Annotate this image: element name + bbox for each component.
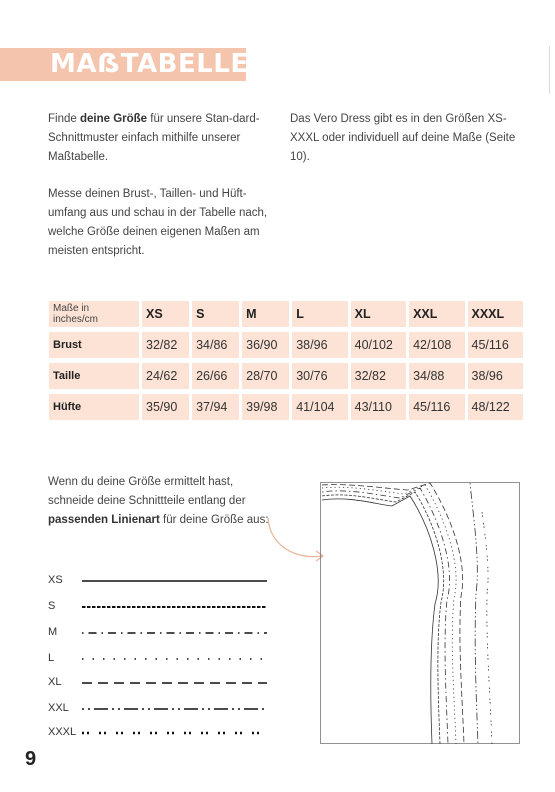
- table-cell: 35/90: [142, 394, 189, 420]
- legend-row-l: [48, 652, 278, 668]
- row-label: Brust: [49, 332, 139, 358]
- legend-row-xxl: [48, 702, 278, 718]
- cut-text: für deine Größe aus:: [159, 514, 269, 526]
- table-cell: 39/98: [242, 394, 289, 420]
- table-cell: 34/86: [192, 332, 239, 358]
- legend-label: L: [48, 652, 55, 664]
- table-cell: 34/88: [409, 363, 464, 389]
- table-cell: 24/62: [142, 363, 189, 389]
- size-table: [46, 296, 526, 425]
- table-cell: 28/70: [242, 363, 289, 389]
- table-row-huefte: [49, 394, 523, 420]
- pattern-piece-illustration: [320, 482, 520, 744]
- size-header: S: [192, 301, 239, 327]
- legend-label: XS: [48, 574, 63, 586]
- legend-row-xs: [48, 574, 278, 590]
- cut-text: Wenn du deine Größe ermittelt hast, schneide deine Schnittteile entlang der: [48, 476, 246, 507]
- size-header: XS: [142, 301, 189, 327]
- legend-label: S: [48, 600, 56, 612]
- legend-label: M: [48, 626, 58, 638]
- table-cell: 26/66: [192, 363, 239, 389]
- line-dot-pairs: [82, 726, 272, 740]
- intro-bold-text: deine Größe: [79, 113, 148, 125]
- table-corner-label: Maße in inches/cm: [49, 301, 139, 327]
- legend-label: XXXL: [48, 726, 77, 738]
- size-header: XXXL: [468, 301, 524, 327]
- table-cell: 32/82: [142, 332, 189, 358]
- table-cell: 30/76: [292, 363, 347, 389]
- legend-label: XL: [48, 676, 62, 688]
- table-row-taille: [49, 363, 523, 389]
- table-cell: 37/94: [192, 394, 239, 420]
- size-header: XXL: [409, 301, 464, 327]
- intro-paragraph-3: Das Vero Dress gibt es in den Größen XS-XXXL oder individuell auf deine Maße (Seite 10).: [290, 113, 516, 163]
- page-title: MAẞTABELLE: [50, 49, 249, 79]
- table-cell: 45/116: [468, 332, 524, 358]
- table-cell: 40/102: [351, 332, 406, 358]
- line-dash-dot-dot: [82, 702, 272, 716]
- intro-paragraph-2: Messe deinen Brust-, Taillen- und Hüft-umfang aus und schau in der Tabelle nach, welche Größe deinen eigenen Maßen am meisten entspricht.: [48, 188, 268, 257]
- line-dash-dot: [82, 626, 272, 640]
- line-solid: [82, 574, 272, 588]
- row-label: Hüfte: [49, 394, 139, 420]
- table-row-brust: [49, 332, 523, 358]
- line-dashed-long: [82, 676, 272, 690]
- table-cell: 38/96: [292, 332, 347, 358]
- table-cell: 42/108: [409, 332, 464, 358]
- intro-paragraph-1: [48, 110, 273, 167]
- intro-text: Finde: [48, 113, 80, 125]
- table-cell: 32/82: [351, 363, 406, 389]
- legend-row-xxxl: [48, 726, 278, 742]
- line-dashed-short: [82, 600, 272, 614]
- size-header-row: [49, 301, 523, 327]
- legend-label: XXL: [48, 702, 69, 714]
- table-cell: 48/122: [468, 394, 524, 420]
- cut-bold-text: passenden Linienart: [48, 514, 160, 526]
- table-cell: 38/96: [468, 363, 524, 389]
- table-cell: 43/110: [351, 394, 406, 420]
- page-edge-mark: [549, 46, 555, 94]
- legend-row-xl: [48, 676, 278, 692]
- table-cell: 36/90: [242, 332, 289, 358]
- row-label: Taille: [49, 363, 139, 389]
- table-cell: 45/116: [409, 394, 464, 420]
- legend-row-m: [48, 626, 278, 642]
- legend-row-s: [48, 600, 278, 616]
- intro-text: für unsere Stan-dard-Schnittmuster einfach mithilfe unserer Maßtabelle.: [48, 113, 260, 163]
- size-header: L: [292, 301, 347, 327]
- size-header: XL: [351, 301, 406, 327]
- line-dotted: [82, 652, 272, 666]
- curved-arrow-icon: [266, 516, 328, 564]
- cut-instructions: [48, 473, 278, 530]
- size-header: M: [242, 301, 289, 327]
- page-number: 9: [25, 748, 37, 770]
- table-cell: 41/104: [292, 394, 347, 420]
